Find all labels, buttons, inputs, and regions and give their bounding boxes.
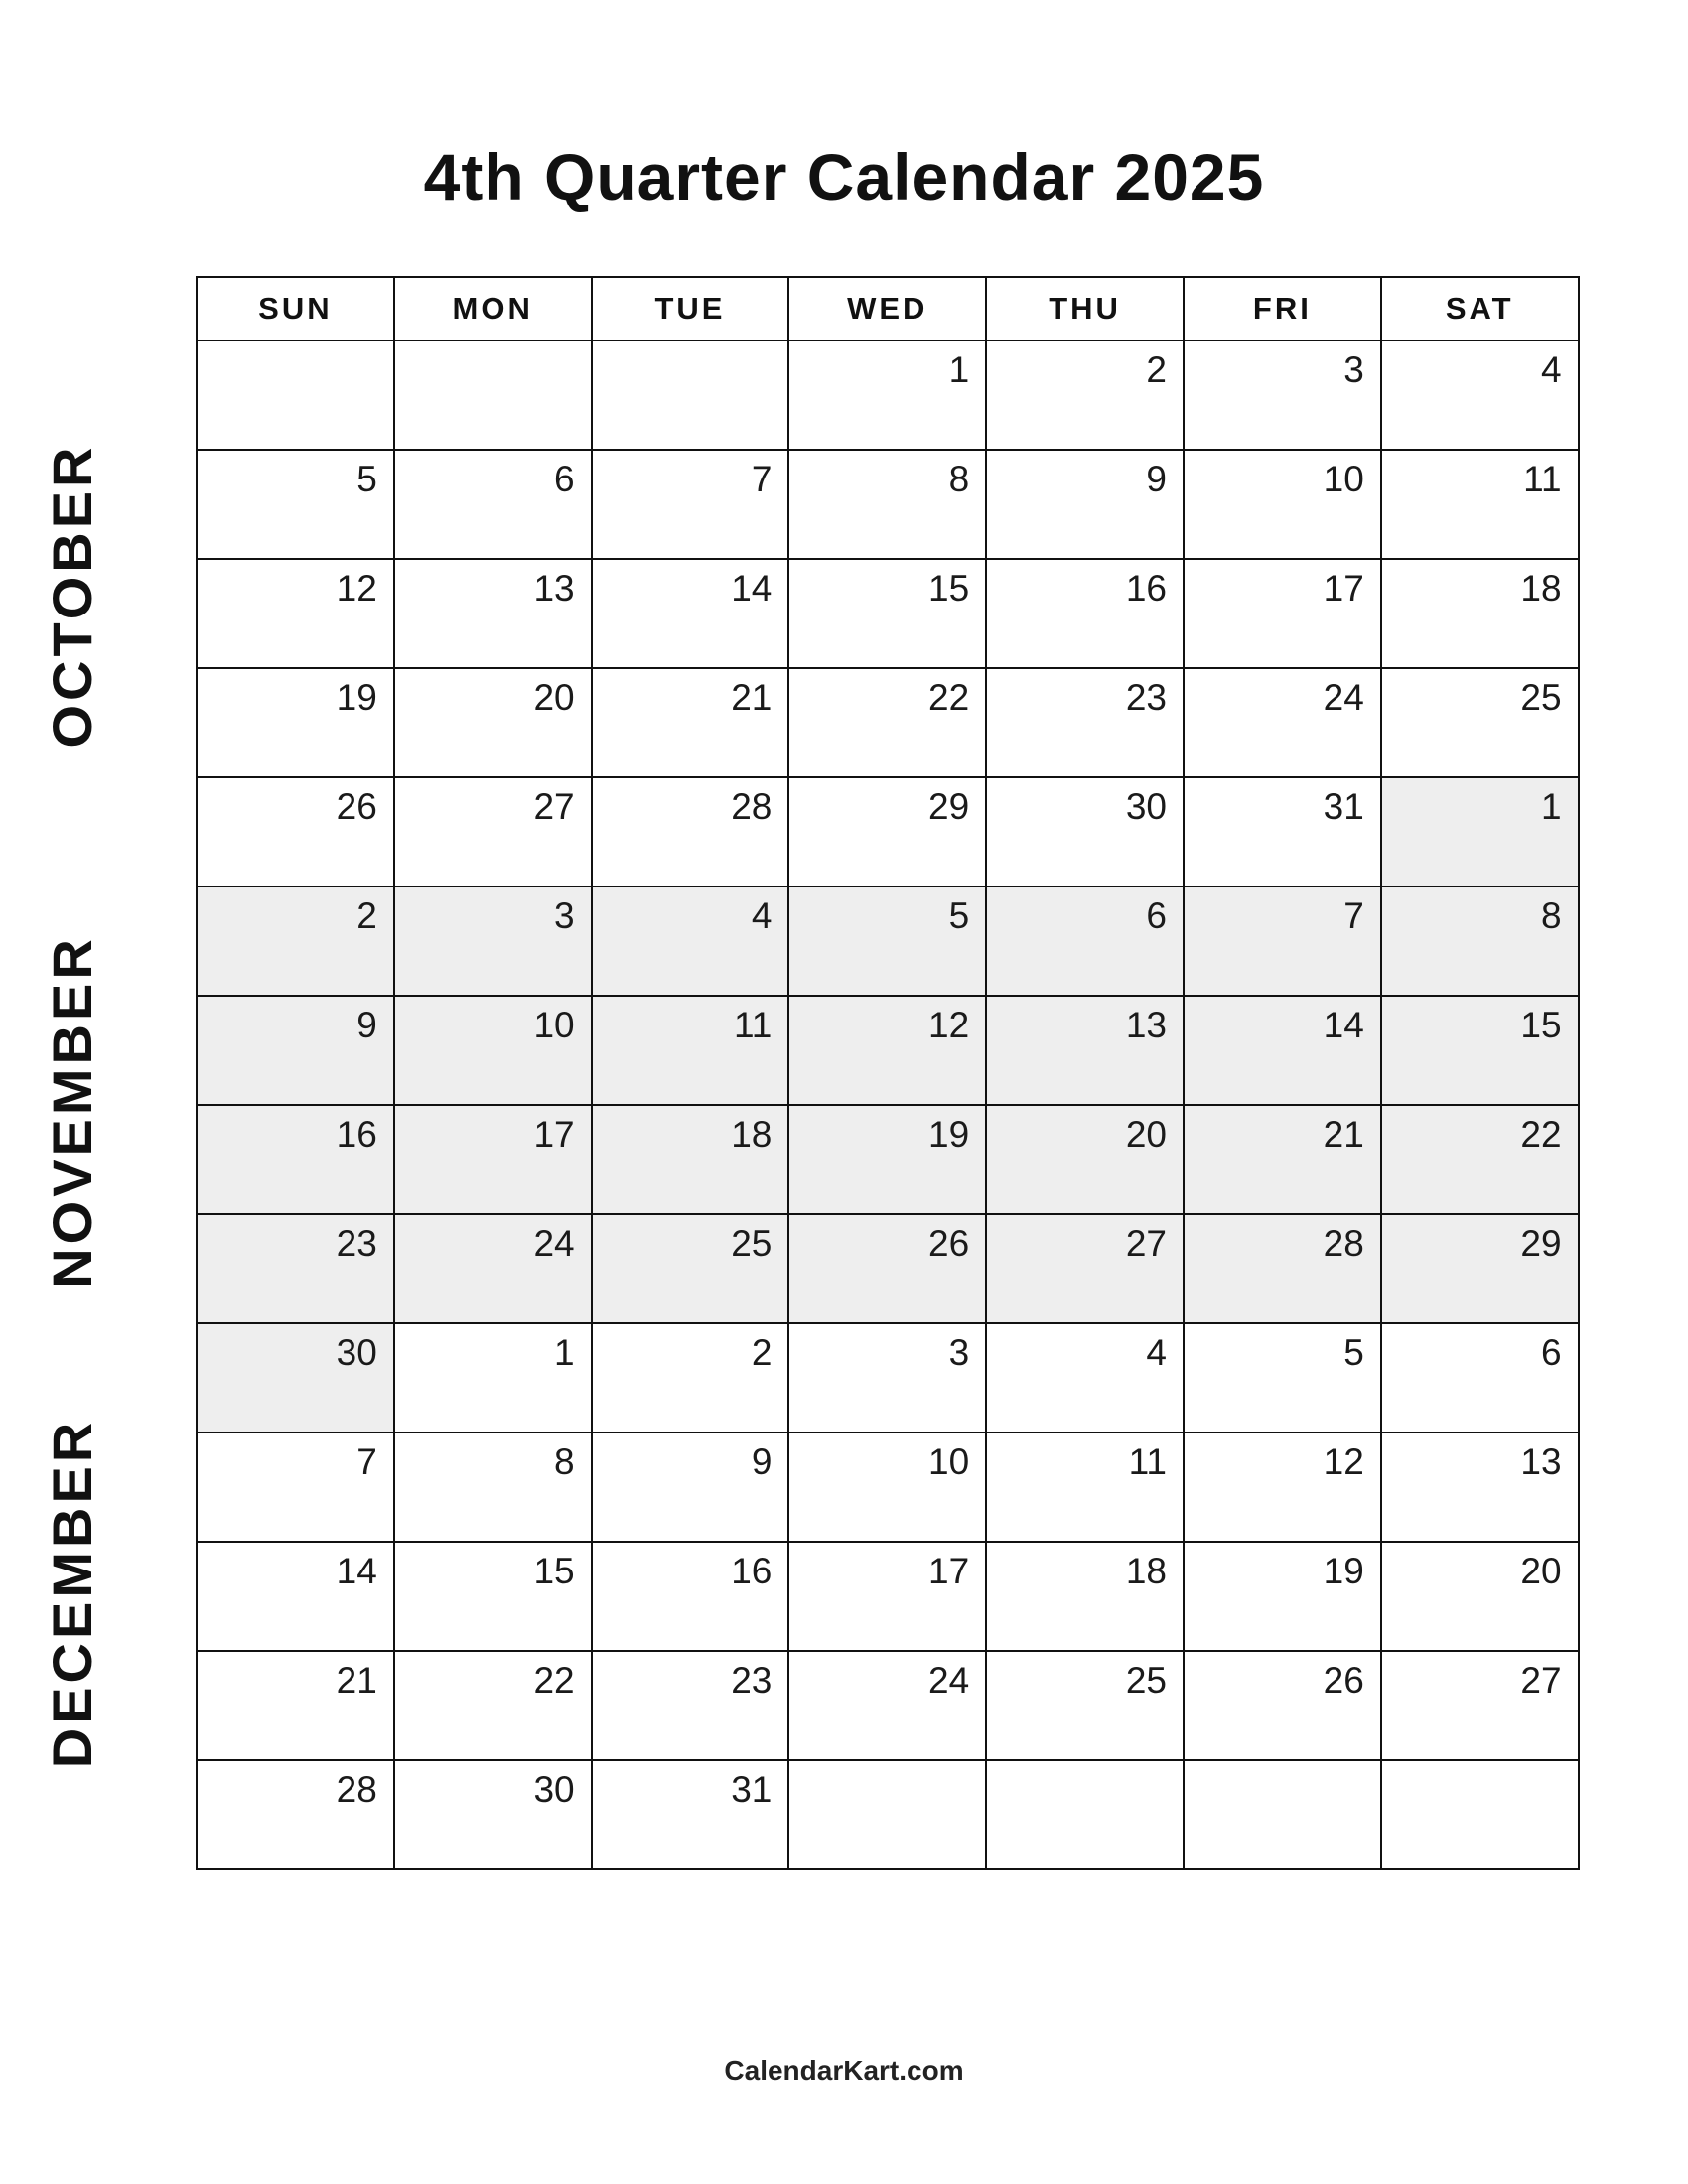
calendar-day-cell[interactable]: 29 bbox=[788, 777, 986, 887]
calendar-day-cell[interactable]: 16 bbox=[197, 1105, 394, 1214]
calendar-week-row bbox=[197, 1214, 1579, 1323]
calendar-day-cell[interactable]: 10 bbox=[788, 1433, 986, 1542]
month-label-december: DECEMBER bbox=[41, 1418, 103, 1769]
calendar-empty-cell[interactable] bbox=[592, 341, 789, 450]
calendar-day-cell[interactable]: 15 bbox=[788, 559, 986, 668]
calendar-day-cell[interactable]: 31 bbox=[1184, 777, 1381, 887]
calendar-day-cell[interactable]: 14 bbox=[1184, 996, 1381, 1105]
calendar-day-cell[interactable]: 7 bbox=[1184, 887, 1381, 996]
calendar-day-cell[interactable]: 26 bbox=[788, 1214, 986, 1323]
calendar-day-cell[interactable]: 1 bbox=[394, 1323, 592, 1433]
calendar-day-cell[interactable]: 11 bbox=[986, 1433, 1184, 1542]
calendar-day-cell[interactable]: 26 bbox=[1184, 1651, 1381, 1760]
calendar-empty-cell[interactable] bbox=[197, 341, 394, 450]
calendar-day-cell[interactable]: 17 bbox=[1184, 559, 1381, 668]
calendar-day-cell[interactable]: 21 bbox=[592, 668, 789, 777]
calendar-week-row bbox=[197, 887, 1579, 996]
month-label-november: NOVEMBER bbox=[41, 935, 103, 1289]
calendar-empty-cell[interactable] bbox=[1184, 1760, 1381, 1869]
calendar-day-cell[interactable]: 23 bbox=[197, 1214, 394, 1323]
calendar-day-cell[interactable]: 4 bbox=[592, 887, 789, 996]
calendar-day-cell[interactable]: 15 bbox=[394, 1542, 592, 1651]
weekday-header-thu: THU bbox=[986, 277, 1184, 341]
calendar-day-cell[interactable]: 18 bbox=[986, 1542, 1184, 1651]
calendar-day-cell[interactable]: 3 bbox=[788, 1323, 986, 1433]
calendar-day-cell[interactable]: 31 bbox=[592, 1760, 789, 1869]
calendar-week-row bbox=[197, 668, 1579, 777]
calendar-day-cell[interactable]: 21 bbox=[1184, 1105, 1381, 1214]
calendar-empty-cell[interactable] bbox=[394, 341, 592, 450]
calendar-day-cell[interactable]: 24 bbox=[1184, 668, 1381, 777]
calendar-day-cell[interactable]: 2 bbox=[197, 887, 394, 996]
calendar-day-cell[interactable]: 27 bbox=[986, 1214, 1184, 1323]
calendar-week-row bbox=[197, 996, 1579, 1105]
calendar-day-cell[interactable]: 1 bbox=[788, 341, 986, 450]
calendar-day-cell[interactable]: 29 bbox=[1381, 1214, 1579, 1323]
calendar-day-cell[interactable]: 7 bbox=[197, 1433, 394, 1542]
calendar-day-cell[interactable]: 20 bbox=[394, 668, 592, 777]
calendar-week-row bbox=[197, 559, 1579, 668]
weekday-header-sun: SUN bbox=[197, 277, 394, 341]
calendar-day-cell[interactable]: 10 bbox=[394, 996, 592, 1105]
calendar-day-cell[interactable]: 13 bbox=[1381, 1433, 1579, 1542]
calendar-day-cell[interactable]: 11 bbox=[1381, 450, 1579, 559]
calendar-day-cell[interactable]: 2 bbox=[986, 341, 1184, 450]
calendar-table bbox=[196, 276, 1580, 1870]
calendar-day-cell[interactable]: 6 bbox=[1381, 1323, 1579, 1433]
calendar-day-cell[interactable]: 30 bbox=[197, 1323, 394, 1433]
page-title: 4th Quarter Calendar 2025 bbox=[423, 140, 1265, 213]
calendar-body bbox=[197, 341, 1579, 1869]
calendar-day-cell[interactable]: 25 bbox=[592, 1214, 789, 1323]
calendar-day-cell[interactable]: 14 bbox=[592, 559, 789, 668]
calendar-day-cell[interactable]: 28 bbox=[592, 777, 789, 887]
month-label-column bbox=[0, 0, 199, 2184]
calendar-day-cell[interactable]: 18 bbox=[592, 1105, 789, 1214]
calendar-day-cell[interactable]: 23 bbox=[592, 1651, 789, 1760]
calendar-day-cell[interactable]: 3 bbox=[1184, 341, 1381, 450]
calendar-empty-cell[interactable] bbox=[788, 1760, 986, 1869]
calendar-week-row bbox=[197, 777, 1579, 887]
calendar-day-cell[interactable]: 9 bbox=[197, 996, 394, 1105]
calendar-day-cell[interactable]: 8 bbox=[1381, 887, 1579, 996]
calendar-day-cell[interactable]: 20 bbox=[1381, 1542, 1579, 1651]
month-label-october: OCTOBER bbox=[41, 443, 103, 749]
calendar-day-cell[interactable]: 22 bbox=[394, 1651, 592, 1760]
calendar-day-cell[interactable]: 9 bbox=[986, 450, 1184, 559]
calendar-day-cell[interactable]: 17 bbox=[394, 1105, 592, 1214]
footer-branding: CalendarKart.com bbox=[724, 2055, 964, 2086]
calendar-day-cell[interactable]: 10 bbox=[1184, 450, 1381, 559]
calendar-week-row bbox=[197, 1760, 1579, 1869]
weekday-header-mon: MON bbox=[394, 277, 592, 341]
weekday-header-fri: FRI bbox=[1184, 277, 1381, 341]
calendar-week-row bbox=[197, 341, 1579, 450]
calendar-day-cell[interactable]: 27 bbox=[394, 777, 592, 887]
calendar-day-cell[interactable]: 5 bbox=[197, 450, 394, 559]
calendar-day-cell[interactable]: 13 bbox=[986, 996, 1184, 1105]
calendar-day-cell[interactable]: 17 bbox=[788, 1542, 986, 1651]
calendar-day-cell[interactable]: 19 bbox=[788, 1105, 986, 1214]
calendar-day-cell[interactable]: 9 bbox=[592, 1433, 789, 1542]
calendar-day-cell[interactable]: 16 bbox=[986, 559, 1184, 668]
calendar-day-cell[interactable]: 6 bbox=[986, 887, 1184, 996]
calendar-day-cell[interactable]: 22 bbox=[788, 668, 986, 777]
calendar-day-cell[interactable]: 30 bbox=[394, 1760, 592, 1869]
calendar-day-cell[interactable]: 12 bbox=[197, 559, 394, 668]
calendar-day-cell[interactable]: 7 bbox=[592, 450, 789, 559]
calendar-day-cell[interactable]: 12 bbox=[788, 996, 986, 1105]
calendar-day-cell[interactable]: 28 bbox=[1184, 1214, 1381, 1323]
calendar-week-row bbox=[197, 1105, 1579, 1214]
weekday-header-tue: TUE bbox=[592, 277, 789, 341]
calendar-week-row bbox=[197, 450, 1579, 559]
calendar-day-cell[interactable]: 24 bbox=[394, 1214, 592, 1323]
calendar-day-cell[interactable]: 23 bbox=[986, 668, 1184, 777]
calendar-day-cell[interactable]: 8 bbox=[394, 1433, 592, 1542]
calendar-day-cell[interactable]: 13 bbox=[394, 559, 592, 668]
weekday-header-row bbox=[197, 277, 1579, 341]
calendar-day-cell[interactable]: 11 bbox=[592, 996, 789, 1105]
calendar-day-cell[interactable]: 25 bbox=[1381, 668, 1579, 777]
calendar-week-row bbox=[197, 1651, 1579, 1760]
calendar-empty-cell[interactable] bbox=[1381, 1760, 1579, 1869]
calendar-day-cell[interactable]: 19 bbox=[1184, 1542, 1381, 1651]
calendar-day-cell[interactable]: 20 bbox=[986, 1105, 1184, 1214]
calendar-day-cell[interactable]: 16 bbox=[592, 1542, 789, 1651]
calendar-week-row bbox=[197, 1323, 1579, 1433]
calendar-day-cell[interactable]: 4 bbox=[1381, 341, 1579, 450]
calendar-day-cell[interactable]: 25 bbox=[986, 1651, 1184, 1760]
calendar-day-cell[interactable]: 2 bbox=[592, 1323, 789, 1433]
calendar-day-cell[interactable]: 15 bbox=[1381, 996, 1579, 1105]
calendar-week-row bbox=[197, 1542, 1579, 1651]
calendar-week-row bbox=[197, 1433, 1579, 1542]
calendar-day-cell[interactable]: 18 bbox=[1381, 559, 1579, 668]
weekday-header-wed: WED bbox=[788, 277, 986, 341]
calendar-day-cell[interactable]: 22 bbox=[1381, 1105, 1579, 1214]
calendar-day-cell[interactable]: 3 bbox=[394, 887, 592, 996]
calendar-day-cell[interactable]: 6 bbox=[394, 450, 592, 559]
calendar-day-cell[interactable]: 19 bbox=[197, 668, 394, 777]
calendar-day-cell[interactable]: 5 bbox=[1184, 1323, 1381, 1433]
calendar-day-cell[interactable]: 1 bbox=[1381, 777, 1579, 887]
calendar-day-cell[interactable]: 21 bbox=[197, 1651, 394, 1760]
calendar-day-cell[interactable]: 8 bbox=[788, 450, 986, 559]
calendar-day-cell[interactable]: 27 bbox=[1381, 1651, 1579, 1760]
calendar-empty-cell[interactable] bbox=[986, 1760, 1184, 1869]
calendar-day-cell[interactable]: 4 bbox=[986, 1323, 1184, 1433]
calendar-day-cell[interactable]: 26 bbox=[197, 777, 394, 887]
calendar-day-cell[interactable]: 24 bbox=[788, 1651, 986, 1760]
calendar-day-cell[interactable]: 14 bbox=[197, 1542, 394, 1651]
calendar-grid bbox=[196, 276, 1578, 1870]
weekday-header-sat: SAT bbox=[1381, 277, 1579, 341]
calendar-day-cell[interactable]: 5 bbox=[788, 887, 986, 996]
calendar-day-cell[interactable]: 12 bbox=[1184, 1433, 1381, 1542]
calendar-day-cell[interactable]: 28 bbox=[197, 1760, 394, 1869]
calendar-day-cell[interactable]: 30 bbox=[986, 777, 1184, 887]
